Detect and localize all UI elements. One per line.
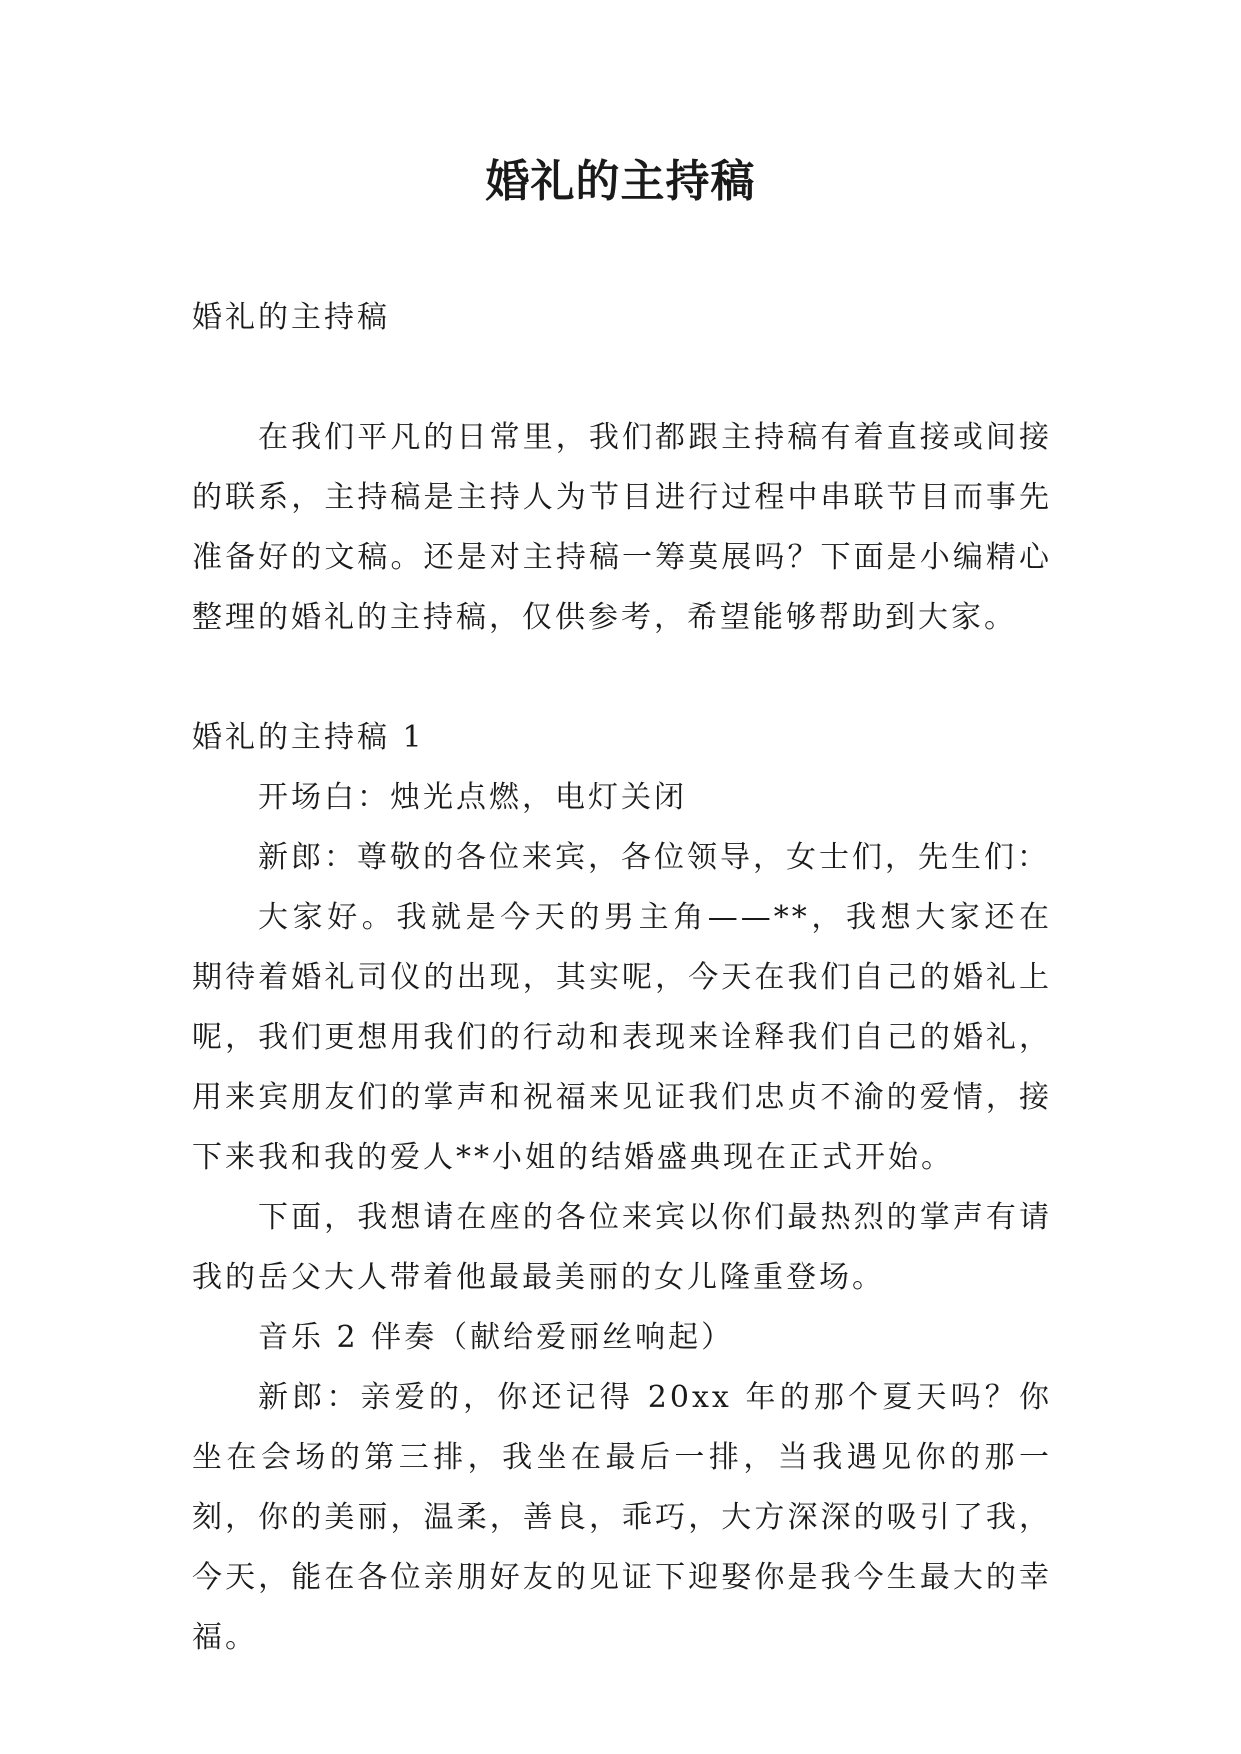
document-subtitle: 婚礼的主持稿: [192, 300, 390, 335]
paragraph-groom-speech: 大家好。我就是今天的男主角——**，我想大家还在期待着婚礼司仪的出现，其实呢，今天在我们自己的婚礼上呢，我们更想用我们的行动和表现来诠释我们自己的婚礼，用来宾朋友们的掌声和祝福来见证我们忠贞不渝的爱情，接下来我和我的爱人**小姐的结婚盛典现在正式开始。: [192, 900, 1052, 1175]
document-body: [192, 288, 1052, 1668]
document-title: 婚礼的主持稿: [485, 156, 756, 207]
section-heading: 婚礼的主持稿 1: [192, 720, 425, 755]
paragraph-groom-greeting: 新郎：尊敬的各位来宾，各位领导，女士们，先生们：: [258, 840, 1050, 875]
paragraph-opening: 开场白：烛光点燃，电灯关闭: [258, 780, 687, 815]
paragraph-music: 音乐 2 伴奏（献给爱丽丝响起）: [258, 1320, 735, 1355]
paragraph-invite-father: 下面，我想请在座的各位来宾以你们最热烈的掌声有请我的岳父大人带着他最最美丽的女儿隆重登场。: [192, 1200, 1052, 1295]
paragraph-groom-memory: 新郎：亲爱的，你还记得 20xx 年的那个夏天吗？你坐在会场的第三排，我坐在最后一排，当我遇见你的那一刻，你的美丽，温柔，善良，乖巧，大方深深的吸引了我，今天，能在各位亲朋好友的见证下迎娶你是我今生最大的幸福。: [192, 1380, 1052, 1655]
intro-paragraph: 在我们平凡的日常里，我们都跟主持稿有着直接或间接的联系，主持稿是主持人为节目进行过程中串联节目而事先准备好的文稿。还是对主持稿一筹莫展吗？下面是小编精心整理的婚礼的主持稿，仅供参考，希望能够帮助到大家。: [192, 420, 1052, 635]
